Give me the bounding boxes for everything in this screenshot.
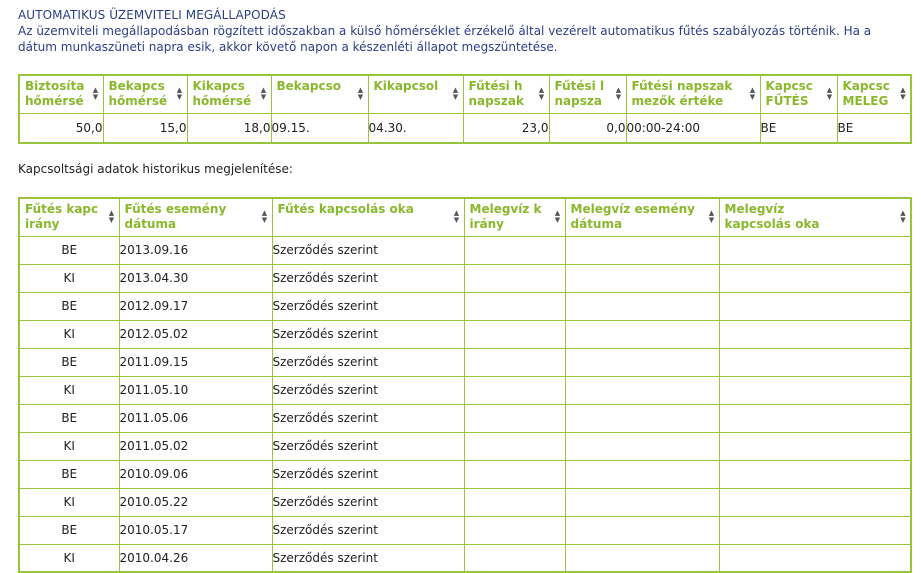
table-cell: 2012.09.17 [119, 292, 272, 320]
settings-column-header-9[interactable] [760, 75, 837, 113]
settings-column-header-1[interactable] [19, 75, 103, 113]
settings-cell-7: 0,0 [549, 113, 626, 143]
column-header-line2: hőmérsé [108, 94, 168, 109]
column-header-line2: irány [25, 217, 60, 232]
table-cell [719, 320, 911, 348]
table-cell: Szerződés szerint [272, 460, 464, 488]
settings-cell-4: 09.15. [271, 113, 368, 143]
table-cell [565, 460, 719, 488]
table-cell [464, 348, 565, 376]
table-cell [464, 376, 565, 404]
settings-column-header-6[interactable] [463, 75, 549, 113]
sort-arrows-icon[interactable]: ▲ ▼ [900, 86, 906, 102]
column-header-line2: mezők értéke [631, 94, 724, 109]
table-cell: KI [19, 544, 119, 572]
table-cell [464, 488, 565, 516]
column-header-line1: Bekapcs [108, 79, 165, 94]
column-header-label [20, 79, 103, 109]
table-cell [464, 236, 565, 264]
column-header-line1: Fűtés kapcsolás oka [277, 202, 414, 217]
history-column-header-5[interactable] [565, 198, 719, 236]
table-cell: 2013.09.16 [119, 236, 272, 264]
table-cell: Szerződés szerint [272, 544, 464, 572]
column-header-line2 [374, 94, 449, 109]
history-header-row [19, 198, 911, 236]
table-cell: 2010.04.26 [119, 544, 272, 572]
sort-arrows-icon[interactable]: ▲ ▼ [108, 209, 115, 225]
table-cell: 2012.05.02 [119, 320, 272, 348]
table-cell [719, 264, 911, 292]
column-header-label [272, 79, 368, 109]
settings-data-row [19, 113, 911, 143]
sort-arrows-icon[interactable]: ▲ ▼ [749, 86, 756, 102]
table-cell: 2011.09.15 [119, 348, 272, 376]
table-cell: Szerződés szerint [272, 348, 464, 376]
table-cell: Szerződés szerint [272, 236, 464, 264]
table-cell: BE [19, 460, 119, 488]
table-cell: KI [19, 264, 119, 292]
table-cell: Szerződés szerint [272, 292, 464, 320]
column-header-line1: Fűtési napszak [631, 79, 733, 94]
table-cell: 2010.05.22 [119, 488, 272, 516]
settings-cell-1: 50,0 [19, 113, 103, 143]
settings-column-header-4[interactable] [271, 75, 368, 113]
table-cell [565, 488, 719, 516]
settings-table [18, 74, 912, 144]
sort-arrows-icon[interactable]: ▲ ▼ [176, 86, 183, 102]
column-header-line2 [277, 94, 354, 109]
column-header-label [566, 202, 719, 232]
table-cell [719, 460, 911, 488]
column-header-line2: hőmérsé [25, 94, 84, 109]
table-cell [565, 544, 719, 572]
table-cell [719, 404, 911, 432]
column-header-line1: Melegvíz k [469, 202, 542, 217]
settings-cell-3: 18,0 [187, 113, 271, 143]
table-cell [719, 488, 911, 516]
settings-column-header-10[interactable] [837, 75, 911, 113]
table-cell: Szerződés szerint [272, 376, 464, 404]
table-row[interactable] [19, 264, 911, 292]
table-cell: Szerződés szerint [272, 264, 464, 292]
column-header-label [273, 202, 464, 232]
history-column-header-3[interactable] [272, 198, 464, 236]
table-cell: 2010.09.06 [119, 460, 272, 488]
table-cell [719, 544, 911, 572]
history-column-header-4[interactable] [464, 198, 565, 236]
sort-arrows-icon[interactable]: ▲ ▼ [453, 209, 460, 225]
table-cell: KI [19, 320, 119, 348]
table-cell [464, 264, 565, 292]
column-header-line2: napszak [468, 94, 524, 109]
column-header-line1: Melegvíz esemény [570, 202, 695, 217]
sort-arrows-icon[interactable]: ▲ ▼ [260, 86, 267, 102]
table-cell: Szerződés szerint [272, 516, 464, 544]
table-cell [719, 516, 911, 544]
table-cell [719, 432, 911, 460]
column-header-line1: Fűtési l [554, 79, 605, 94]
history-column-header-6[interactable] [719, 198, 911, 236]
column-header-line1: Biztosíta [25, 79, 85, 94]
history-column-header-1[interactable] [19, 198, 119, 236]
table-cell [719, 376, 911, 404]
table-cell: 2011.05.10 [119, 376, 272, 404]
table-cell [719, 348, 911, 376]
table-row[interactable] [19, 544, 911, 572]
table-cell: KI [19, 488, 119, 516]
table-cell: 2010.05.17 [119, 516, 272, 544]
settings-column-header-7[interactable] [549, 75, 626, 113]
table-cell [565, 432, 719, 460]
sort-arrows-icon[interactable]: ▲ ▼ [357, 86, 364, 102]
column-header-line1: Fűtés kapc [25, 202, 99, 217]
table-cell [464, 320, 565, 348]
table-cell [464, 516, 565, 544]
column-header-label [465, 202, 565, 232]
column-header-line1: Kikapcs [192, 79, 245, 94]
sort-arrows-icon[interactable]: ▲ ▼ [92, 86, 99, 102]
table-row[interactable] [19, 460, 911, 488]
column-header-line1: Fűtési h [468, 79, 523, 94]
sort-arrows-icon[interactable]: ▲ ▼ [900, 209, 906, 225]
table-cell [464, 404, 565, 432]
settings-cell-6: 23,0 [463, 113, 549, 143]
table-row[interactable] [19, 376, 911, 404]
settings-cell-9: BE [760, 113, 837, 143]
table-cell: Szerződés szerint [272, 320, 464, 348]
table-cell: BE [19, 404, 119, 432]
table-cell [464, 544, 565, 572]
table-cell: KI [19, 376, 119, 404]
column-header-line2: irány [469, 217, 504, 232]
table-row[interactable] [19, 432, 911, 460]
table-cell [565, 376, 719, 404]
table-row[interactable] [19, 236, 911, 264]
column-header-label [627, 79, 760, 109]
settings-cell-5: 04.30. [368, 113, 463, 143]
table-cell [565, 236, 719, 264]
settings-header-row [19, 75, 911, 113]
table-cell [565, 292, 719, 320]
table-cell [464, 292, 565, 320]
table-cell: BE [19, 516, 119, 544]
history-column-header-2[interactable] [119, 198, 272, 236]
settings-column-header-8[interactable] [626, 75, 760, 113]
column-header-line1: Kapcsc [842, 79, 890, 94]
table-cell: Szerződés szerint [272, 488, 464, 516]
table-cell: 2013.04.30 [119, 264, 272, 292]
column-header-line2 [278, 217, 450, 232]
table-cell: BE [19, 348, 119, 376]
column-header-label [188, 79, 271, 109]
sort-arrows-icon[interactable]: ▲ ▼ [538, 86, 545, 102]
column-header-line2: FŰTÉS [765, 94, 809, 109]
page-title: AUTOMATIKUS ÜZEMVITELI MEGÁLLAPODÁS [18, 8, 286, 22]
table-row[interactable] [19, 320, 911, 348]
sort-arrows-icon[interactable]: ▲ ▼ [708, 209, 715, 225]
settings-column-header-3[interactable] [187, 75, 271, 113]
sort-arrows-icon[interactable]: ▲ ▼ [261, 209, 268, 225]
column-header-line1: Bekapcso [276, 79, 341, 94]
table-cell: KI [19, 432, 119, 460]
column-header-line1: Kikapcsol [373, 79, 439, 94]
table-row[interactable] [19, 404, 911, 432]
sort-arrows-icon[interactable]: ▲ ▼ [826, 86, 833, 102]
table-cell [565, 516, 719, 544]
settings-cell-8: 00:00-24:00 [626, 113, 760, 143]
table-row[interactable] [19, 488, 911, 516]
column-header-label [20, 202, 119, 232]
sort-arrows-icon[interactable]: ▲ ▼ [615, 86, 622, 102]
settings-cell-10: BE [837, 113, 911, 143]
table-row[interactable] [19, 516, 911, 544]
sort-arrows-icon[interactable]: ▲ ▼ [554, 209, 561, 225]
table-cell [565, 320, 719, 348]
history-table [18, 197, 912, 573]
column-header-label [720, 202, 911, 232]
table-row[interactable] [19, 348, 911, 376]
settings-column-header-2[interactable] [103, 75, 187, 113]
column-header-line1: Fűtés esemény [124, 202, 227, 217]
table-cell: Szerződés szerint [272, 404, 464, 432]
history-section-label: Kapcsoltsági adatok historikus megjelenítése: [18, 162, 293, 176]
column-header-line2: MELEG [842, 94, 889, 109]
table-cell: 2011.05.02 [119, 432, 272, 460]
table-cell [565, 348, 719, 376]
column-header-line1: Melegvíz [724, 202, 785, 217]
column-header-line2: hőmérsé [192, 94, 252, 109]
column-header-line2: dátuma [570, 217, 623, 232]
column-header-label [369, 79, 463, 109]
column-header-line2: napsza [554, 94, 602, 109]
table-cell [719, 292, 911, 320]
table-cell [719, 236, 911, 264]
column-header-line2: dátuma [124, 217, 177, 232]
settings-column-header-5[interactable] [368, 75, 463, 113]
column-header-line2: kapcsolás oka [724, 217, 820, 232]
column-header-label [120, 202, 272, 232]
table-cell: 2011.05.06 [119, 404, 272, 432]
table-cell: BE [19, 292, 119, 320]
column-header-line1: Kapcsc [765, 79, 813, 94]
column-header-label [464, 79, 549, 109]
table-cell [464, 460, 565, 488]
page-description: Az üzemviteli megállapodásban rögzített időszakban a külső hőmérséklet érzékelő által vezérelt automatikus fűtés szabályozás történik. Ha a dátum munkaszüneti napra esik, akkor követő napon a készenléti állapot megszüntetése. [18, 24, 872, 54]
table-cell [565, 264, 719, 292]
column-header-label [104, 79, 187, 109]
settings-cell-2: 15,0 [103, 113, 187, 143]
table-cell [464, 432, 565, 460]
table-cell: Szerződés szerint [272, 432, 464, 460]
table-cell: BE [19, 236, 119, 264]
table-row[interactable] [19, 292, 911, 320]
sort-arrows-icon[interactable]: ▲ ▼ [452, 86, 459, 102]
table-cell [565, 404, 719, 432]
